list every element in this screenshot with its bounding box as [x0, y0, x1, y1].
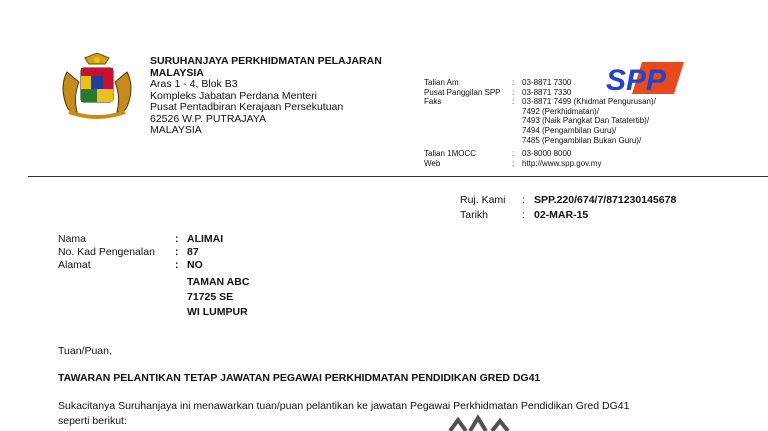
alamat-label: Alamat [58, 259, 91, 271]
mocc-value: 03-8000 8000 [522, 149, 572, 159]
org-address-line: Kompleks Jabatan Perdana Menteri [150, 89, 317, 102]
ruj-value: SPP.220/674/7/871230145678 [534, 194, 677, 206]
nama-label: Nama [58, 233, 87, 245]
nama-value: ALIMAI [187, 233, 224, 245]
redaction [258, 278, 318, 290]
org-name: SURUHANJAYA PERKHIDMATAN PELAJARAN [150, 55, 382, 67]
tarikh-value: 02-MAR-15 [534, 209, 589, 221]
redaction [238, 233, 318, 243]
faks-label: Faks [424, 97, 442, 107]
org-address-line: Aras 1 - 4, Blok B3 [150, 78, 238, 90]
letter-subject: TAWARAN PELANTIKAN TETAP JAWATAN PEGAWAI PERKHIDMATAN PENDIDIKAN GRED DG41 [58, 372, 541, 384]
stamp-mark [440, 412, 520, 431]
body-line: seperti berikut: [58, 415, 127, 427]
malaysia-coat-of-arms-icon [55, 52, 139, 122]
org-address-line: MALAYSIA [150, 124, 202, 136]
alamat-value: NO [187, 259, 203, 271]
web-label: Web [424, 158, 441, 168]
body-line: Sukacitanya Suruhanjaya ini menawarkan tuan/puan pelantikan ke jawatan Pegawai Perkhidmatan Pendidikan Gred DG41 [58, 400, 630, 412]
svg-text:SPP: SPP [606, 64, 667, 97]
org-address-line: 62526 W.P. PUTRAJAYA [150, 112, 267, 125]
ic-label: No. Kad Pengenalan [58, 246, 155, 258]
address-line: WI LUMPUR [187, 306, 248, 318]
address-line: 71725 SE [187, 291, 234, 303]
organisation-block [150, 56, 382, 137]
talian-am-label: Talian Am [424, 78, 459, 87]
address-line: TAMAN ABC [187, 276, 250, 288]
redaction [200, 247, 310, 257]
header-divider [28, 176, 768, 177]
redaction [210, 262, 320, 272]
faks-value: 7492 (Perkhidmatan)/ [522, 106, 599, 116]
talian-am-value: 03-8871 7300 [522, 78, 572, 87]
mocc-label: Talian 1MOCC [424, 149, 477, 159]
faks-value: 7493 (Naik Pangkat Dan Tatatertib)/ [522, 116, 650, 126]
org-country: MALAYSIA [150, 66, 204, 79]
pusat-panggilan-label: Pusat Panggilan SPP [424, 87, 501, 97]
ic-value: 87 [187, 246, 199, 258]
pusat-panggilan-value: 03-8871 7330 [522, 87, 572, 97]
reference-block: Ruj. Kami : SPP.220/674/7/871230145678 Tarikh : 02-MAR-15 [460, 194, 677, 221]
spp-logo [604, 58, 686, 98]
tarikh-label: Tarikh [460, 209, 489, 221]
letter-body [58, 399, 758, 429]
recipient-block: Nama : ALIMAI No. Kad Pengenalan : 87 Alamat : NO [58, 233, 224, 271]
web-link[interactable]: http://www.spp.gov.my [522, 158, 602, 168]
org-address-line: Pusat Pentadbiran Kerajaan Persekutuan [150, 101, 344, 113]
faks-value: 03-8871 7499 (Khidmat Pengurusan)/ [522, 97, 656, 107]
ruj-label: Ruj. Kami [460, 194, 506, 206]
recipient-address [187, 275, 249, 320]
contacts-block: Talian Am : 03-8871 7300 Pusat Panggilan SPP : 03-8871 7330 Faks : 03-8871 7499 (Khidmat Pengurusan)/ 7492 (Perkhidmatan)/ 7493 (Naik Pangkat Dan Tatatertib)/ 7494 (Pengambilan Guru)/ 7485 (Pengambilan Bukan Guru)/ Talian 1MOCC : 03-8000 8000 Web : http://www.spp.gov.my [424, 78, 656, 168]
faks-value: 7494 (Pengambilan Guru)/ [522, 125, 617, 135]
faks-value: 7485 (Pengambilan Bukan Guru)/ [522, 135, 642, 145]
salutation: Tuan/Puan, [58, 345, 112, 357]
